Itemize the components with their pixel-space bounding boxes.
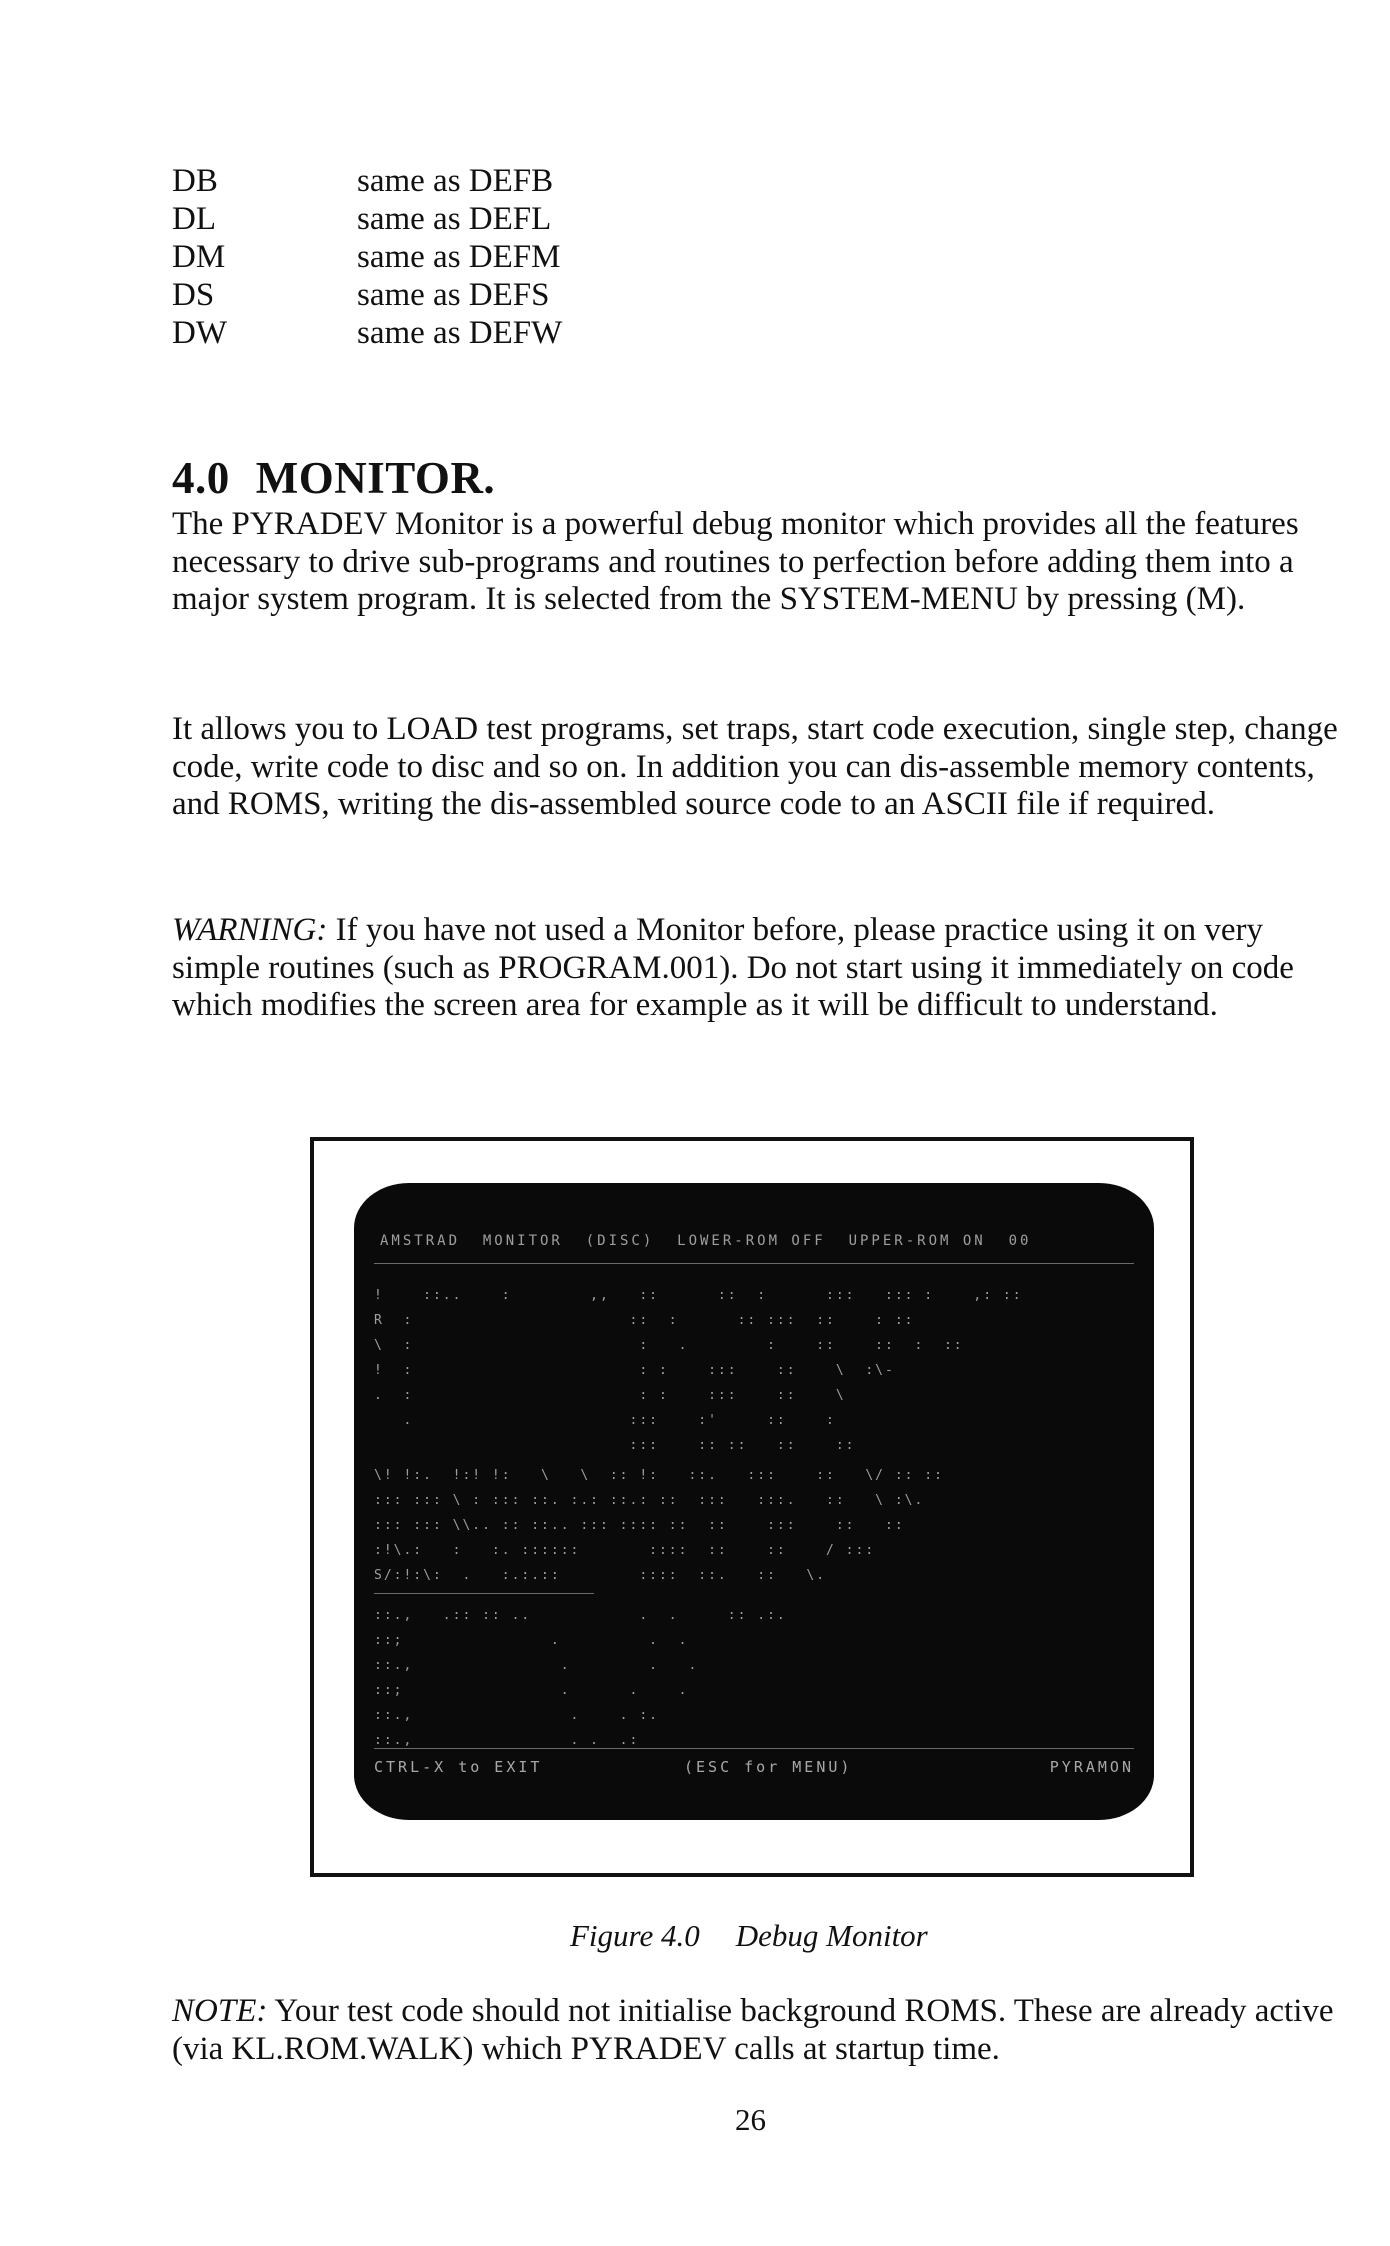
section-heading <box>172 452 495 504</box>
screen-divider <box>374 1263 1134 1264</box>
warning-label: WARNING: <box>172 912 328 948</box>
register-row: R : :: : :: ::: :: : :: <box>374 1313 915 1328</box>
definition-term: DL <box>172 201 216 237</box>
section-title: MONITOR. <box>255 453 496 503</box>
screen-top-bar: AMSTRAD MONITOR (DISC) LOWER-ROM OFF UPPER-ROM ON 00 <box>380 1233 1032 1249</box>
screen-menu-hint: (ESC for MENU) <box>684 1758 853 1776</box>
definition-row <box>172 276 562 314</box>
figure-number: Figure 4.0 <box>570 1918 700 1953</box>
note-label: NOTE: <box>172 1993 268 2029</box>
disassembly-row: ::; . . . <box>374 1633 689 1648</box>
disassembly-row: ::; . . . <box>374 1683 689 1698</box>
definition-list <box>172 162 562 352</box>
definition-term: DB <box>172 163 218 199</box>
memory-row: \! !:. !:! !: \ \ :: !: ::. ::: :: \/ :: :: <box>374 1468 944 1483</box>
definition-row <box>172 238 562 276</box>
register-row: ! : : : ::: :: \ :\- <box>374 1363 895 1378</box>
section-number: 4.0 <box>172 453 230 503</box>
definition-row <box>172 314 562 352</box>
definition-term: DS <box>172 277 215 313</box>
definition-meaning: same as DEFW <box>357 315 563 351</box>
screen-divider <box>374 1593 594 1594</box>
note-text: Your test code should not initialise background ROMS. These are already active (via KL.ROM.WALK) which PYRADEV calls at startup time. <box>172 1993 1334 2067</box>
note-paragraph <box>172 1993 1357 2068</box>
definition-meaning: same as DEFM <box>357 239 561 275</box>
memory-row: ::: ::: \ : ::: ::. :.: ::.: :: ::: :::. :: \ :\. <box>374 1493 925 1508</box>
definition-term: DW <box>172 315 227 351</box>
disassembly-row: ::., . . . <box>374 1658 699 1673</box>
memory-row: ::: ::: \\.. :: ::.. ::: :::: :: :: ::: :: :: <box>374 1518 905 1533</box>
register-row: . : : : ::: :: \ <box>374 1388 846 1403</box>
page-number: 26 <box>735 2102 766 2137</box>
screen-exit-hint: CTRL-X to EXIT <box>374 1758 543 1776</box>
monitor-screenshot <box>354 1183 1154 1820</box>
memory-row: S/:!:\: . :.:.:: :::: ::. :: \. <box>374 1568 827 1583</box>
definition-meaning: same as DEFL <box>357 201 552 237</box>
figure-frame <box>310 1137 1194 1877</box>
register-row: \ : : . : :: :: : :: <box>374 1338 964 1353</box>
definition-row <box>172 200 562 238</box>
disassembly-row: ::., . . .: <box>374 1733 640 1748</box>
disassembly-row: ::., . . :. <box>374 1708 659 1723</box>
register-row: ::: :: :: :: :: <box>374 1438 856 1453</box>
screen-program-name: PYRAMON <box>1049 1758 1134 1776</box>
intro-paragraph: The PYRADEV Monitor is a powerful debug monitor which provides all the features necessary to drive sub-programs and routines to perfection before adding them into a major system program. It is selected from the SYSTEM-MENU by pressing (M). <box>172 506 1299 617</box>
disassembly-row: ::., .:: :: .. . . :: .:. <box>374 1608 787 1623</box>
definition-meaning: same as DEFS <box>357 277 550 313</box>
figure-title: Debug Monitor <box>735 1918 928 1953</box>
memory-row: :!\.: : :. :::::: :::: :: :: / ::: <box>374 1543 876 1558</box>
definition-row <box>172 162 562 200</box>
definition-term: DM <box>172 239 226 275</box>
figure-caption <box>570 1918 928 1954</box>
warning-text: If you have not used a Monitor before, please practice using it on very simple routines (such as PROGRAM.001). Do not start using it immediately on code which modifies the screen area for example as it will be difficult to understand. <box>172 912 1294 1023</box>
register-row: ! ::.. : ,, :: :: : ::: ::: : ,: :: <box>374 1288 1023 1303</box>
screen-divider <box>374 1748 1134 1749</box>
warning-paragraph <box>172 912 1357 1025</box>
definition-meaning: same as DEFB <box>357 163 554 199</box>
register-row: . ::: :' :: : <box>374 1413 836 1428</box>
features-paragraph: It allows you to LOAD test programs, set traps, start code execution, single step, change code, write code to disc and so on. In addition you can dis-assemble memory contents, and ROMS, writing the dis-assembled source code to an ASCII file if required. <box>172 711 1338 822</box>
